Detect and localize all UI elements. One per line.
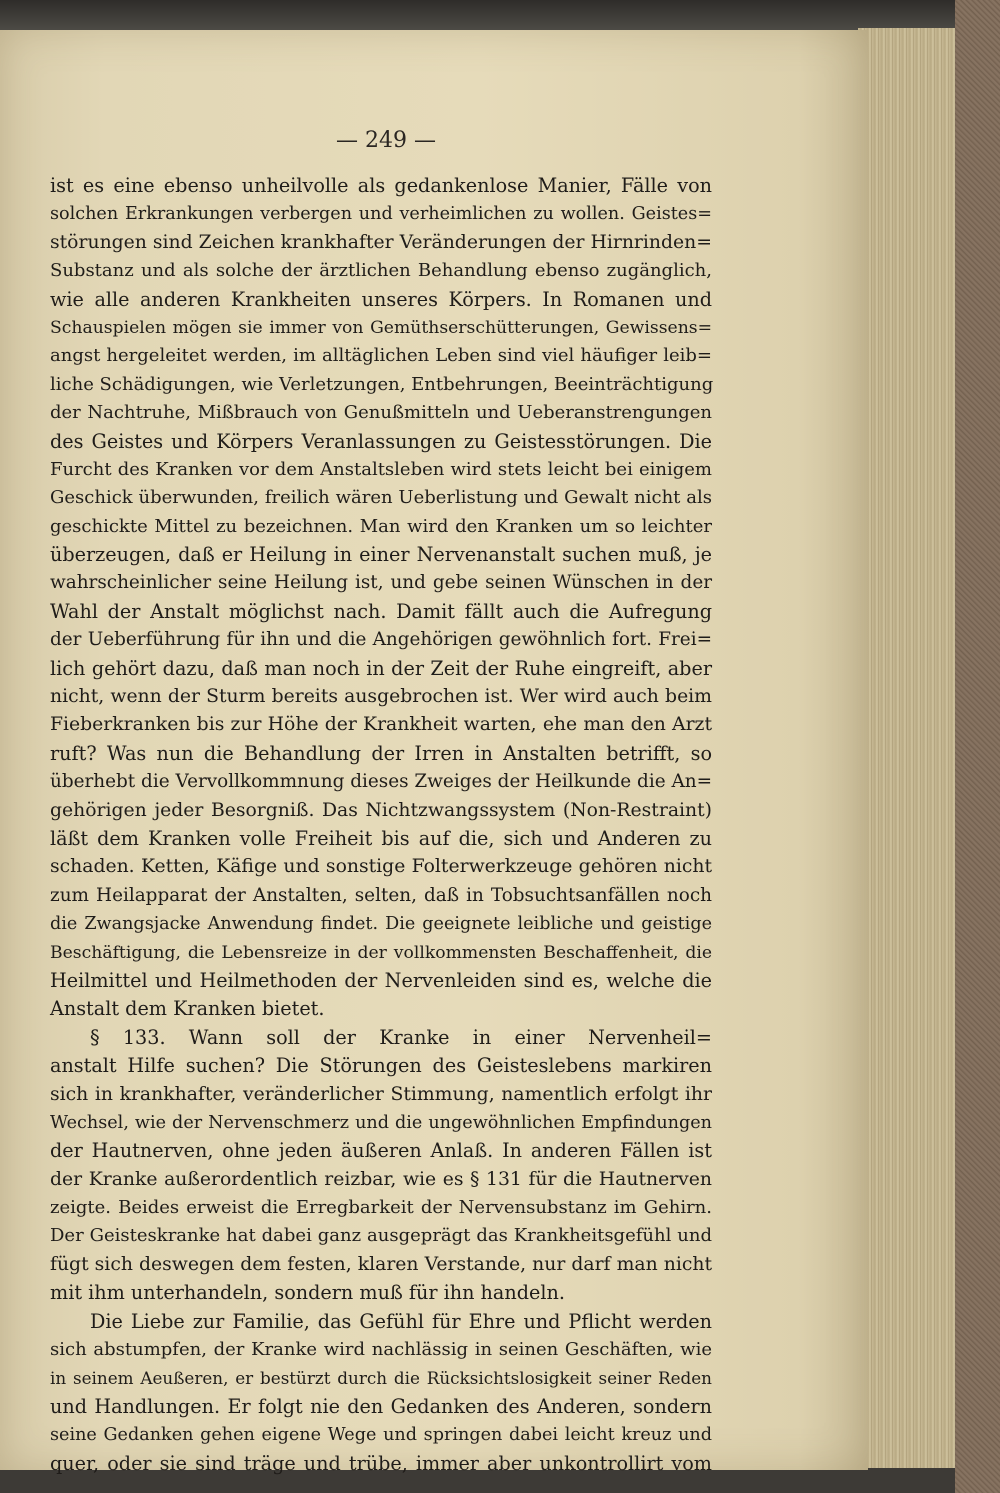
text-line: die Zwangsjacke Anwendung findet. Die geeignete leibliche und geistige bbox=[50, 914, 712, 935]
text-line: Die Liebe zur Familie, das Gefühl für Ehre und Pflicht werden bbox=[90, 1309, 712, 1333]
text-line: Beschäftigung, die Lebensreize in der vollkommensten Beschaffenheit, die bbox=[50, 942, 712, 963]
text-line: wahrscheinlicher seine Heilung ist, und gebe seinen Wünschen in der bbox=[50, 572, 712, 594]
text-line: Heilmittel und Heilmethoden der Nervenleiden sind es, welche die bbox=[50, 968, 712, 992]
text-line: der Hautnerven, ohne jeden äußeren Anlaß. In anderen Fällen ist bbox=[50, 1139, 712, 1163]
text-line: der Nachtruhe, Mißbrauch von Genußmitteln und Ueberanstrengungen bbox=[50, 402, 712, 424]
text-line: seine Gedanken gehen eigene Wege und springen dabei leicht kreuz und bbox=[50, 1425, 712, 1446]
text-line: des Geistes und Körpers Veranlassungen zu Geistesstörungen. Die bbox=[50, 429, 712, 453]
text-line: Wechsel, wie der Nervenschmerz und die ungewöhnlichen Empfindungen bbox=[50, 1112, 712, 1133]
text-line: der Ueberführung für ihn und die Angehörigen gewöhnlich fort. Frei= bbox=[50, 629, 712, 651]
text-line: zum Heilapparat der Anstalten, selten, daß in Tobsuchtsanfällen noch bbox=[50, 884, 712, 906]
text-line: fügt sich deswegen dem festen, klaren Verstande, nur darf man nicht bbox=[50, 1253, 712, 1275]
text-line: der Kranke außerordentlich reizbar, wie es § 131 für die Hautnerven bbox=[50, 1168, 712, 1190]
text-line: solchen Erkrankungen verbergen und verheimlichen zu wollen. Geistes= bbox=[50, 204, 712, 225]
text-line: überzeugen, daß er Heilung in einer Nervenanstalt suchen muß, je bbox=[50, 543, 712, 567]
text-line: sich abstumpfen, der Kranke wird nachlässig in seinen Geschäften, wie bbox=[50, 1339, 712, 1361]
text-line: Wahl der Anstalt möglichst nach. Damit fällt auch die Aufregung bbox=[50, 599, 712, 623]
text-line: ruft? Was nun die Behandlung der Irren in Anstalten betrifft, so bbox=[50, 741, 712, 765]
text-line: störungen sind Zeichen krankhafter Veränderungen der Hirnrinden= bbox=[50, 231, 712, 253]
text-line: liche Schädigungen, wie Verletzungen, Entbehrungen, Beeinträchtigung bbox=[50, 373, 714, 395]
text-line: schaden. Ketten, Käfige und sonstige Folterwerkzeuge gehören nicht bbox=[50, 856, 712, 878]
text-line: sich in krankhafter, veränderlicher Stimmung, namentlich erfolgt ihr bbox=[50, 1083, 712, 1105]
text-line: geschickte Mittel zu bezeichnen. Man wird den Kranken um so leichter bbox=[50, 515, 712, 537]
text-line: Geschick überwunden, freilich wären Ueberlistung und Gewalt nicht als bbox=[50, 487, 712, 509]
body-text bbox=[50, 172, 712, 1478]
text-line: mit ihm unterhandeln, sondern muß für ihn handeln. bbox=[50, 1281, 565, 1305]
text-line: wie alle anderen Krankheiten unseres Körpers. In Romanen und bbox=[50, 287, 712, 311]
text-line: läßt dem Kranken volle Freiheit bis auf die, sich und Anderen zu bbox=[50, 826, 712, 850]
text-line: Furcht des Kranken vor dem Anstaltsleben wird stets leicht bei einigem bbox=[50, 458, 712, 480]
text-line: überhebt die Vervollkommnung dieses Zweiges der Heilkunde die An= bbox=[50, 771, 712, 793]
text-line: anstalt Hilfe suchen? Die Störungen des Geisteslebens markiren bbox=[50, 1054, 712, 1078]
text-line: quer, oder sie sind träge und trübe, immer aber unkontrollirt vom bbox=[50, 1451, 712, 1475]
text-line: nicht, wenn der Sturm bereits ausgebrochen ist. Wer wird auch beim bbox=[50, 686, 712, 708]
text-line: Fieberkranken bis zur Höhe der Krankheit warten, ehe man den Arzt bbox=[50, 714, 712, 736]
text-line: in seinem Aeußeren, er bestürzt durch die Rücksichtslosigkeit seiner Reden bbox=[50, 1368, 712, 1389]
page-edges bbox=[858, 28, 961, 1468]
text-line: Anstalt dem Kranken bietet. bbox=[50, 997, 325, 1021]
section-heading-line: § 133. Wann soll der Kranke in einer Nervenheil= bbox=[90, 1025, 712, 1049]
text-line: angst hergeleitet werden, im alltäglichen Leben sind viel häufiger leib= bbox=[50, 345, 712, 367]
page-number: — 249 — bbox=[336, 128, 436, 153]
text-line: und Handlungen. Er folgt nie den Gedanken des Anderen, sondern bbox=[50, 1394, 712, 1418]
text-line: ist es eine ebenso unheilvolle als gedankenlose Manier, Fälle von bbox=[50, 174, 712, 197]
text-line: Substanz und als solche der ärztlichen Behandlung ebenso zugänglich, bbox=[50, 260, 712, 282]
book-cover-right bbox=[955, 0, 1000, 1493]
text-line: Schauspielen mögen sie immer von Gemüthserschütterungen, Gewissens= bbox=[50, 317, 712, 338]
text-line: zeigte. Beides erweist die Erregbarkeit der Nervensubstanz im Gehirn. bbox=[50, 1197, 712, 1219]
text-line: gehörigen jeder Besorgniß. Das Nichtzwangssystem (Non-Restraint) bbox=[50, 799, 712, 821]
text-line: lich gehört dazu, daß man noch in der Zeit der Ruhe eingreift, aber bbox=[50, 656, 712, 680]
text-line: Der Geisteskranke hat dabei ganz ausgeprägt das Krankheitsgefühl und bbox=[50, 1225, 712, 1247]
